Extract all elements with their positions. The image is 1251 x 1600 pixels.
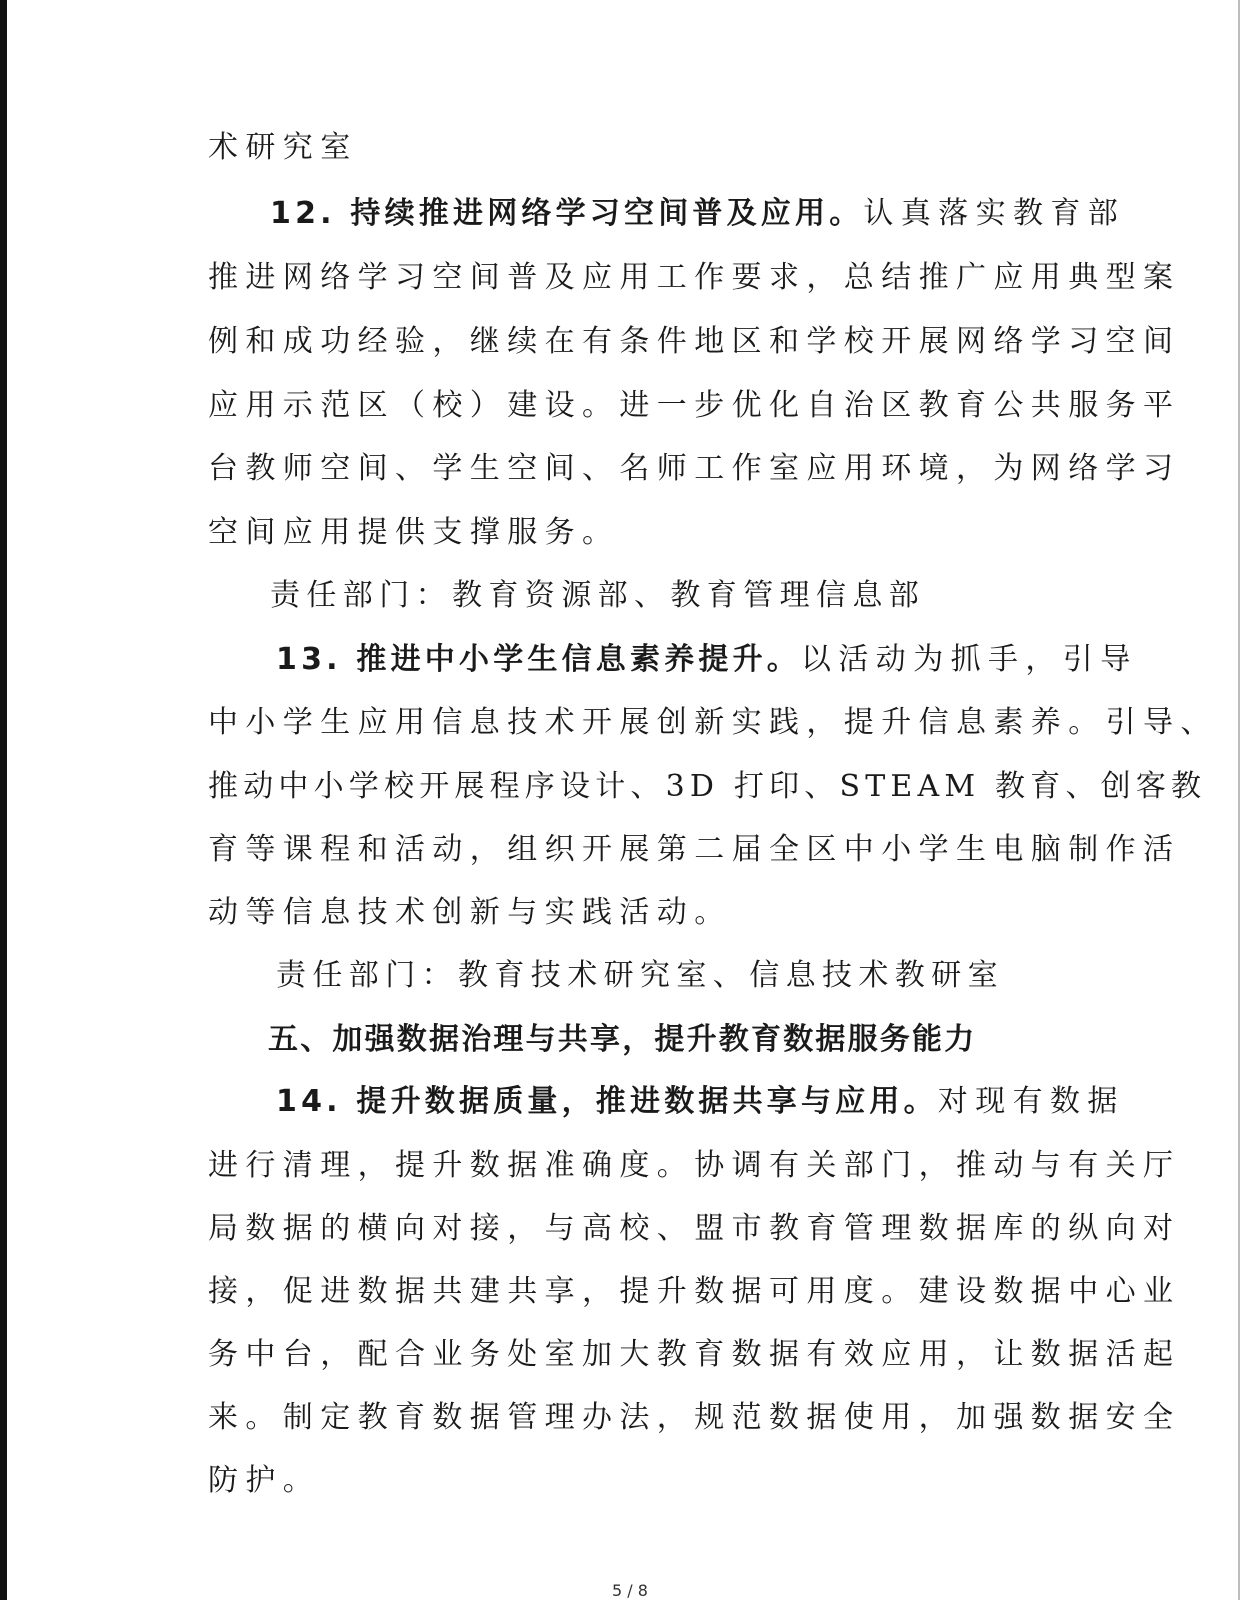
responsible-dept-line (276, 950, 1004, 1002)
item-12-line (270, 188, 1125, 240)
body-line (208, 443, 1180, 495)
body-line (208, 252, 1180, 304)
body-line (208, 507, 619, 559)
responsible-dept-line (270, 570, 925, 622)
line-text: 对现有数据 (937, 1084, 1125, 1119)
line-text: 动等信息技术创新与实践活动。 (208, 895, 732, 930)
line-text: 认真落实教育部 (863, 196, 1126, 231)
body-line (208, 1203, 1180, 1255)
body-line (208, 1140, 1180, 1192)
line-text: 空间应用提供支撑服务。 (208, 515, 620, 550)
item-13-line (276, 634, 1138, 686)
body-line (208, 1329, 1180, 1381)
line-text: 术研究室 (208, 130, 358, 165)
body-line (208, 697, 1218, 749)
section-five-title: 五、加强数据治理与共享，提升教育数据服务能力 (268, 1022, 977, 1057)
body-line (208, 761, 1206, 813)
line-text: 责任部门：教育技术研究室、信息技术教研室 (276, 958, 1004, 993)
line-text: 接，促进数据共建共享，提升数据可用度。建设数据中心业 (208, 1274, 1181, 1309)
body-line (208, 1455, 320, 1507)
body-line (208, 1266, 1180, 1318)
line-text: 来。制定教育数据管理办法，规范数据使用，加强数据安全 (208, 1400, 1181, 1435)
body-line (208, 316, 1180, 368)
line-text: 以活动为抓手，引导 (801, 642, 1138, 677)
line-text: 责任部门：教育资源部、教育管理信息部 (270, 578, 926, 613)
body-line (208, 380, 1180, 432)
section-heading (268, 1014, 976, 1066)
body-line (208, 122, 358, 174)
line-text: 中小学生应用信息技术开展创新实践，提升信息素养。引导、 (208, 705, 1218, 740)
line-text: 防护。 (208, 1463, 321, 1498)
line-text: 育等课程和活动，组织开展第二届全区中小学生电脑制作活 (208, 832, 1181, 867)
line-text: 应用示范区（校）建设。进一步优化自治区教育公共服务平 (208, 388, 1181, 423)
line-text: 进行清理，提升数据准确度。协调有关部门，推动与有关厅 (208, 1148, 1181, 1183)
item-14-title: 14. 提升数据质量，推进数据共享与应用。 (276, 1084, 938, 1119)
page-number: 5 / 8 (612, 1581, 648, 1600)
item-14-line (276, 1076, 1125, 1128)
line-text: 例和成功经验，继续在有条件地区和学校开展网络学习空间 (208, 324, 1181, 359)
line-text: 局数据的横向对接，与高校、盟市教育管理数据库的纵向对 (208, 1211, 1181, 1246)
line-text: 台教师空间、学生空间、名师工作室应用环境，为网络学习 (208, 451, 1181, 486)
line-text: 推进网络学习空间普及应用工作要求，总结推广应用典型案 (208, 260, 1181, 295)
line-text: 推动中小学校开展程序设计、3D 打印、STEAM 教育、创客教 (208, 769, 1207, 804)
item-13-title: 13. 推进中小学生信息素养提升。 (276, 642, 801, 677)
line-text: 务中台，配合业务处室加大教育数据有效应用，让数据活起 (208, 1337, 1181, 1372)
body-line (208, 887, 732, 939)
item-12-title: 12. 持续推进网络学习空间普及应用。 (270, 196, 864, 231)
body-line (208, 1392, 1180, 1444)
body-line (208, 824, 1180, 876)
